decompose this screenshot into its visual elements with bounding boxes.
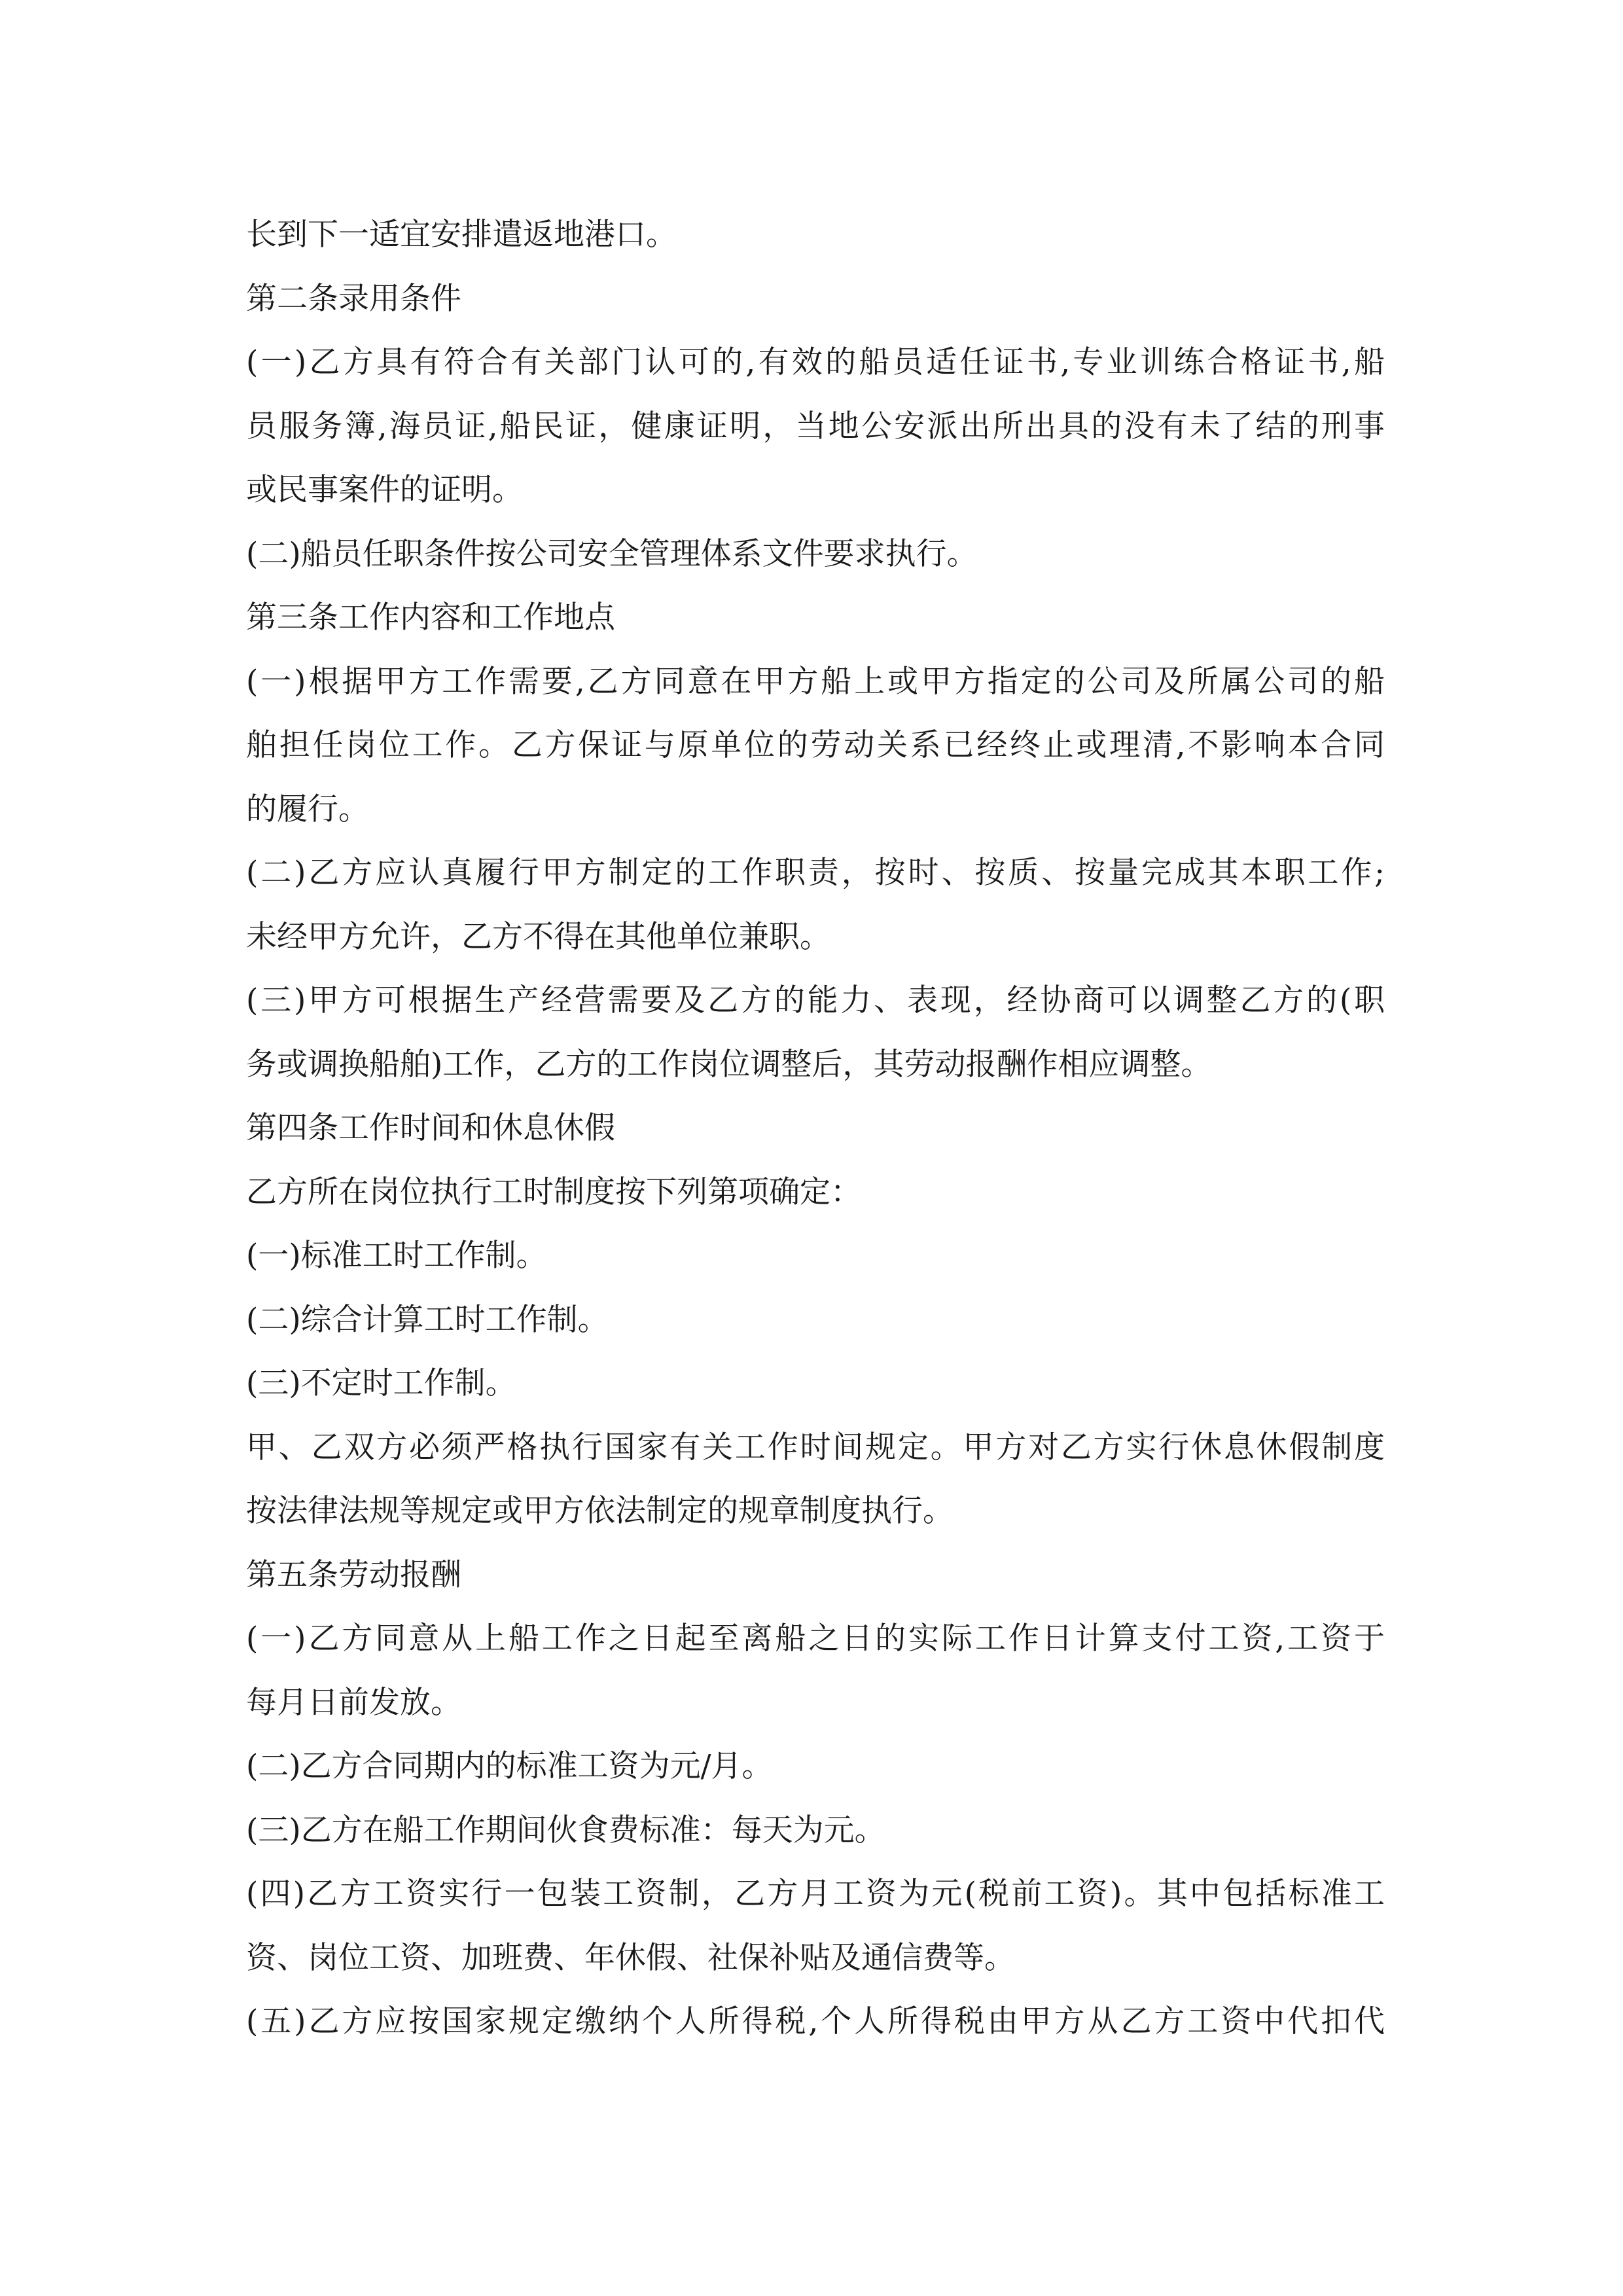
section-heading: 第五条劳动报酬 — [246, 1556, 461, 1593]
text-line: 每月日前发放。 — [246, 1684, 461, 1721]
text-line: 员服务簿,海员证,船民证，健康证明，当地公安派出所出具的没有未了结的刑事 — [246, 408, 1385, 444]
text-line: (二)乙方合同期内的标准工资为元/月。 — [246, 1748, 773, 1784]
text-line: 长到下一适宜安排遣返地港口。 — [246, 217, 677, 253]
text-line: (四)乙方工资实行一包装工资制，乙方月工资为元(税前工资)。其中包括标准工 — [246, 1876, 1385, 1912]
section-heading: 第四条工作时间和休息休假 — [246, 1110, 615, 1146]
text-line: (一)乙方具有符合有关部门认可的,有效的船员适任证书,专业训练合格证书,船 — [246, 344, 1385, 380]
text-line: 资、岗位工资、加班费、年休假、社保补贴及通信费等。 — [246, 1939, 1015, 1976]
text-line: (三)不定时工作制。 — [246, 1365, 516, 1401]
text-line: (一)标准工时工作制。 — [246, 1238, 547, 1274]
text-line: (二)船员任职条件按公司安全管理体系文件要求执行。 — [246, 535, 978, 572]
document-body — [246, 203, 1385, 2054]
text-line: (三)甲方可根据生产经营需要及乙方的能力、表现，经协商可以调整乙方的(职 — [246, 982, 1385, 1018]
section-heading: 第二条录用条件 — [246, 280, 461, 317]
text-line: (二)乙方应认真履行甲方制定的工作职责，按时、按质、按量完成其本职工作; — [246, 855, 1385, 891]
text-line: 乙方所在岗位执行工时制度按下列第项确定： — [246, 1174, 861, 1210]
text-line: 舶担任岗位工作。乙方保证与原单位的劳动关系已经终止或理清,不影响本合同 — [246, 727, 1385, 763]
text-line: (三)乙方在船工作期间伙食费标准：每天为元。 — [246, 1812, 885, 1848]
text-line: 或民事案件的证明。 — [246, 472, 523, 508]
text-line: 务或调换船舶)工作，乙方的工作岗位调整后，其劳动报酬作相应调整。 — [246, 1046, 1212, 1083]
text-line: (五)乙方应按国家规定缴纳个人所得税,个人所得税由甲方从乙方工资中代扣代 — [246, 2003, 1385, 2039]
text-line: (一)根据甲方工作需要,乙方同意在甲方船上或甲方指定的公司及所属公司的船 — [246, 663, 1385, 700]
text-line: 按法律法规等规定或甲方依法制定的规章制度执行。 — [246, 1493, 954, 1529]
text-line: 甲、乙双方必须严格执行国家有关工作时间规定。甲方对乙方实行休息休假制度 — [246, 1429, 1385, 1465]
section-heading: 第三条工作内容和工作地点 — [246, 600, 615, 636]
text-line: 未经甲方允许，乙方不得在其他单位兼职。 — [246, 918, 830, 955]
text-line: 的履行。 — [246, 791, 369, 827]
text-line: (二)综合计算工时工作制。 — [246, 1301, 609, 1338]
text-line: (一)乙方同意从上船工作之日起至离船之日的实际工作日计算支付工资,工资于 — [246, 1621, 1385, 1657]
